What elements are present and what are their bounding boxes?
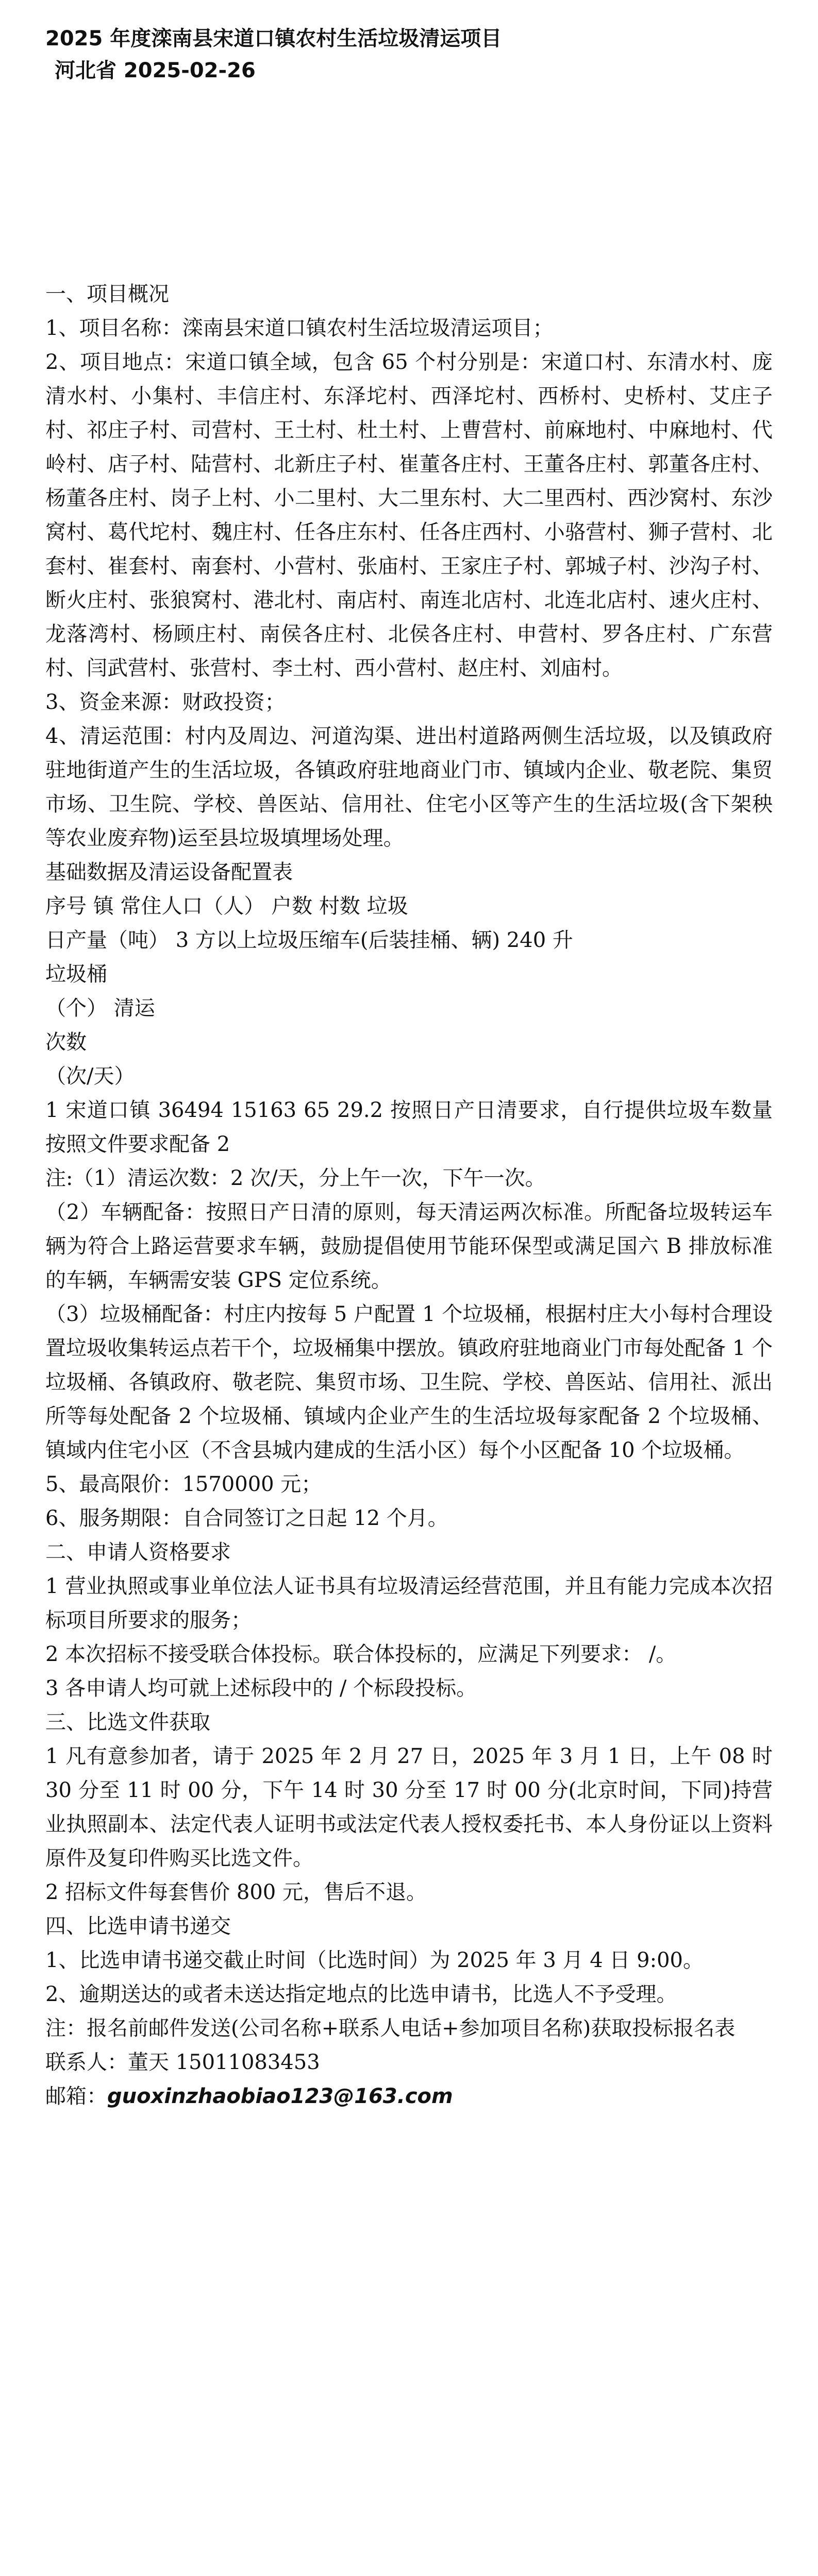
document-subtitle: 河北省 2025-02-26 — [55, 59, 256, 82]
email-line — [45, 2079, 773, 2113]
note-2: （2）车辆配备：按照日产日清的原则，每天清运两次标准。所配备垃圾转运车辆为符合上路运营要求车辆，鼓励提倡使用节能环保型或满足国六 B 排放标准的车辆，车辆需安装 GPS 定位系统。 — [45, 1200, 773, 1292]
documents-1: 1 凡有意参加者，请于 2025 年 2 月 27 日，2025 年 3 月 1 日，上午 08 时 30 分至 11 时 00 分，下午 14 时 30 分至 17 时 00 分(北京时间，下同)持营业执照副本、法定代表人证明书或法定代表人授权委托书、本人身份证以上资料原件及复印件购买比选文件。 — [45, 1744, 773, 1870]
service-period-line: 6、服务期限：自合同签订之日起 12 个月。 — [45, 1506, 448, 1530]
note-1: 注:（1）清运次数：2 次/天，分上午一次，下午一次。 — [45, 1166, 546, 1190]
table-caption: 基础数据及清运设备配置表 — [45, 860, 293, 884]
table-header-line-6: （次/天） — [45, 1064, 135, 1088]
table-header-line-5: 次数 — [45, 1030, 87, 1054]
submission-1: 1、比选申请书递交截止时间（比选时间）为 2025 年 3 月 4 日 9:00。 — [45, 1948, 704, 1972]
document-title: 2025 年度滦南县宋道口镇农村生活垃圾清运项目 — [45, 27, 502, 50]
section-heading-submission: 四、比选申请书递交 — [45, 1914, 231, 1938]
document-body — [45, 277, 773, 2113]
table-header-line-3: 垃圾桶 — [45, 962, 107, 986]
funding-source-line: 3、资金来源：财政投资； — [45, 690, 286, 714]
project-name-line: 1、项目名称：滦南县宋道口镇农村生活垃圾清运项目； — [45, 316, 554, 340]
project-location-paragraph: 2、项目地点：宋道口镇全域，包含 65 个村分别是：宋道口村、东清水村、庞清水村、小集村、丰信庄村、东泽坨村、西泽坨村、西桥村、史桥村、艾庄子村、祁庄子村、司营村、王土村、杜土村、上曹营村、前麻地村、中麻地村、代岭村、店子村、陆营村、北新庄子村、崔董各庄村、王董各庄村、郭董各庄村、杨董各庄村、岗子上村、小二里村、大二里东村、大二里西村、西沙窝村、东沙窝村、葛代坨村、魏庄村、任各庄东村、任各庄西村、小骆营村、狮子营村、北套村、崔套村、南套村、小营村、张庙村、王家庄子村、郭城子村、沙沟子村、断火庄村、张狼窝村、港北村、南店村、南连北店村、北连北店村、速火庄村、龙落湾村、杨顾庄村、南侯各庄村、北侯各庄村、申营村、罗各庄村、广东营村、闫武营村、张营村、李土村、西小营村、赵庄村、刘庙村。 — [45, 350, 773, 680]
max-price-line: 5、最高限价：1570000 元； — [45, 1472, 322, 1496]
contact-line: 联系人：董天 15011083453 — [45, 2050, 320, 2074]
qualification-1: 1 营业执照或事业单位法人证书具有垃圾清运经营范围，并且有能力完成本次招标项目所要求的服务； — [45, 1574, 773, 1632]
section-heading-documents: 三、比选文件获取 — [45, 1710, 210, 1734]
qualification-2: 2 本次招标不接受联合体投标。联合体投标的，应满足下列要求： /。 — [45, 1642, 677, 1666]
email-address: guoxinzhaobiao123@163.com — [107, 2084, 453, 2108]
registration-note: 注：报名前邮件发送(公司名称+联系人电话+参加项目名称)获取投标报名表 — [45, 2016, 736, 2040]
scope-paragraph: 4、清运范围：村内及周边、河道沟渠、进出村道路两侧生活垃圾，以及镇政府驻地街道产生的生活垃圾，各镇政府驻地商业门市、镇域内企业、敬老院、集贸市场、卫生院、学校、兽医站、信用社、住宅小区等产生的生活垃圾(含下架秧等农业废弃物)运至县垃圾填埋场处理。 — [45, 724, 773, 850]
note-3: （3）垃圾桶配备：村庄内按每 5 户配置 1 个垃圾桶，根据村庄大小每村合理设置垃圾收集转运点若干个，垃圾桶集中摆放。镇政府驻地商业门市每处配备 1 个垃圾桶、各镇政府、敬老院、集贸市场、卫生院、学校、兽医站、信用社、派出所等每处配备 2 个垃圾桶、镇域内企业产生的生活垃圾每家配备 2 个垃圾桶、镇域内住宅小区（不含县城内建成的生活小区）每个小区配备 10 个垃圾桶。 — [45, 1302, 773, 1462]
qualification-3: 3 各申请人均可就上述标段中的 / 个标段投标。 — [45, 1676, 477, 1700]
table-header-line-1: 序号 镇 常住人口（人） 户数 村数 垃圾 — [45, 894, 408, 918]
email-label: 邮箱： — [45, 2084, 107, 2108]
table-header-line-2: 日产量（吨） 3 方以上垃圾压缩车(后装挂桶、辆) 240 升 — [45, 928, 573, 952]
section-heading-overview: 一、项目概况 — [45, 282, 169, 306]
table-header-line-4: （个） 清运 — [45, 996, 155, 1020]
submission-2: 2、逾期送达的或者未送达指定地点的比选申请书，比选人不予受理。 — [45, 1982, 677, 2006]
table-row: 1 宋道口镇 36494 15163 65 29.2 按照日产日清要求，自行提供垃圾车数量 按照文件要求配备 2 — [45, 1098, 773, 1156]
documents-2: 2 招标文件每套售价 800 元，售后不退。 — [45, 1880, 427, 1904]
section-heading-qualification: 二、申请人资格要求 — [45, 1540, 231, 1564]
